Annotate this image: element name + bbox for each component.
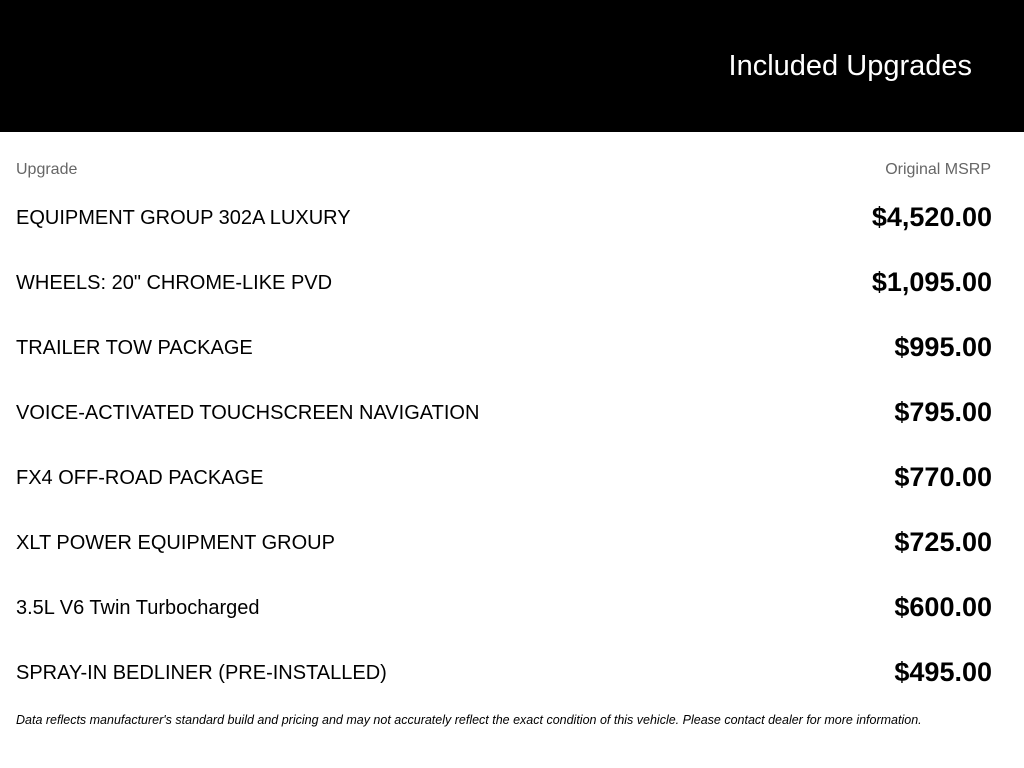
list-item [0,315,1024,380]
upgrade-name: XLT POWER EQUIPMENT GROUP [16,532,335,554]
upgrade-price: $1,095.00 [871,267,992,297]
upgrade-price: $995.00 [894,332,992,362]
list-item [0,510,1024,575]
column-header-upgrade: Upgrade [16,161,78,178]
list-item [0,185,1024,250]
upgrade-name: EQUIPMENT GROUP 302A LUXURY [16,207,351,229]
upgrade-price: $770.00 [894,462,992,492]
header-bar [0,0,1024,132]
upgrade-name: FX4 OFF-ROAD PACKAGE [16,467,264,489]
upgrades-list [0,185,1024,705]
upgrade-price: $795.00 [894,397,992,427]
upgrade-name: TRAILER TOW PACKAGE [16,337,253,359]
upgrade-price: $725.00 [894,527,992,557]
upgrade-price: $600.00 [894,592,992,622]
list-item [0,380,1024,445]
page-title: Included Upgrades [728,50,972,82]
upgrade-price: $4,520.00 [871,202,992,232]
upgrade-name: VOICE-ACTIVATED TOUCHSCREEN NAVIGATION [16,402,480,424]
upgrade-price: $495.00 [894,657,992,687]
upgrade-name: 3.5L V6 Twin Turbocharged [16,597,260,619]
list-item [0,640,1024,705]
column-header-msrp: Original MSRP [885,161,991,178]
upgrade-name: WHEELS: 20" CHROME-LIKE PVD [16,272,333,294]
upgrade-name: SPRAY-IN BEDLINER (PRE-INSTALLED) [16,662,387,684]
disclaimer-text: Data reflects manufacturer's standard build and pricing and may not accurately reflect the exact condition of this vehicle. Please contact dealer for more information. [16,713,922,727]
list-item [0,445,1024,510]
list-item [0,250,1024,315]
list-item [0,575,1024,640]
